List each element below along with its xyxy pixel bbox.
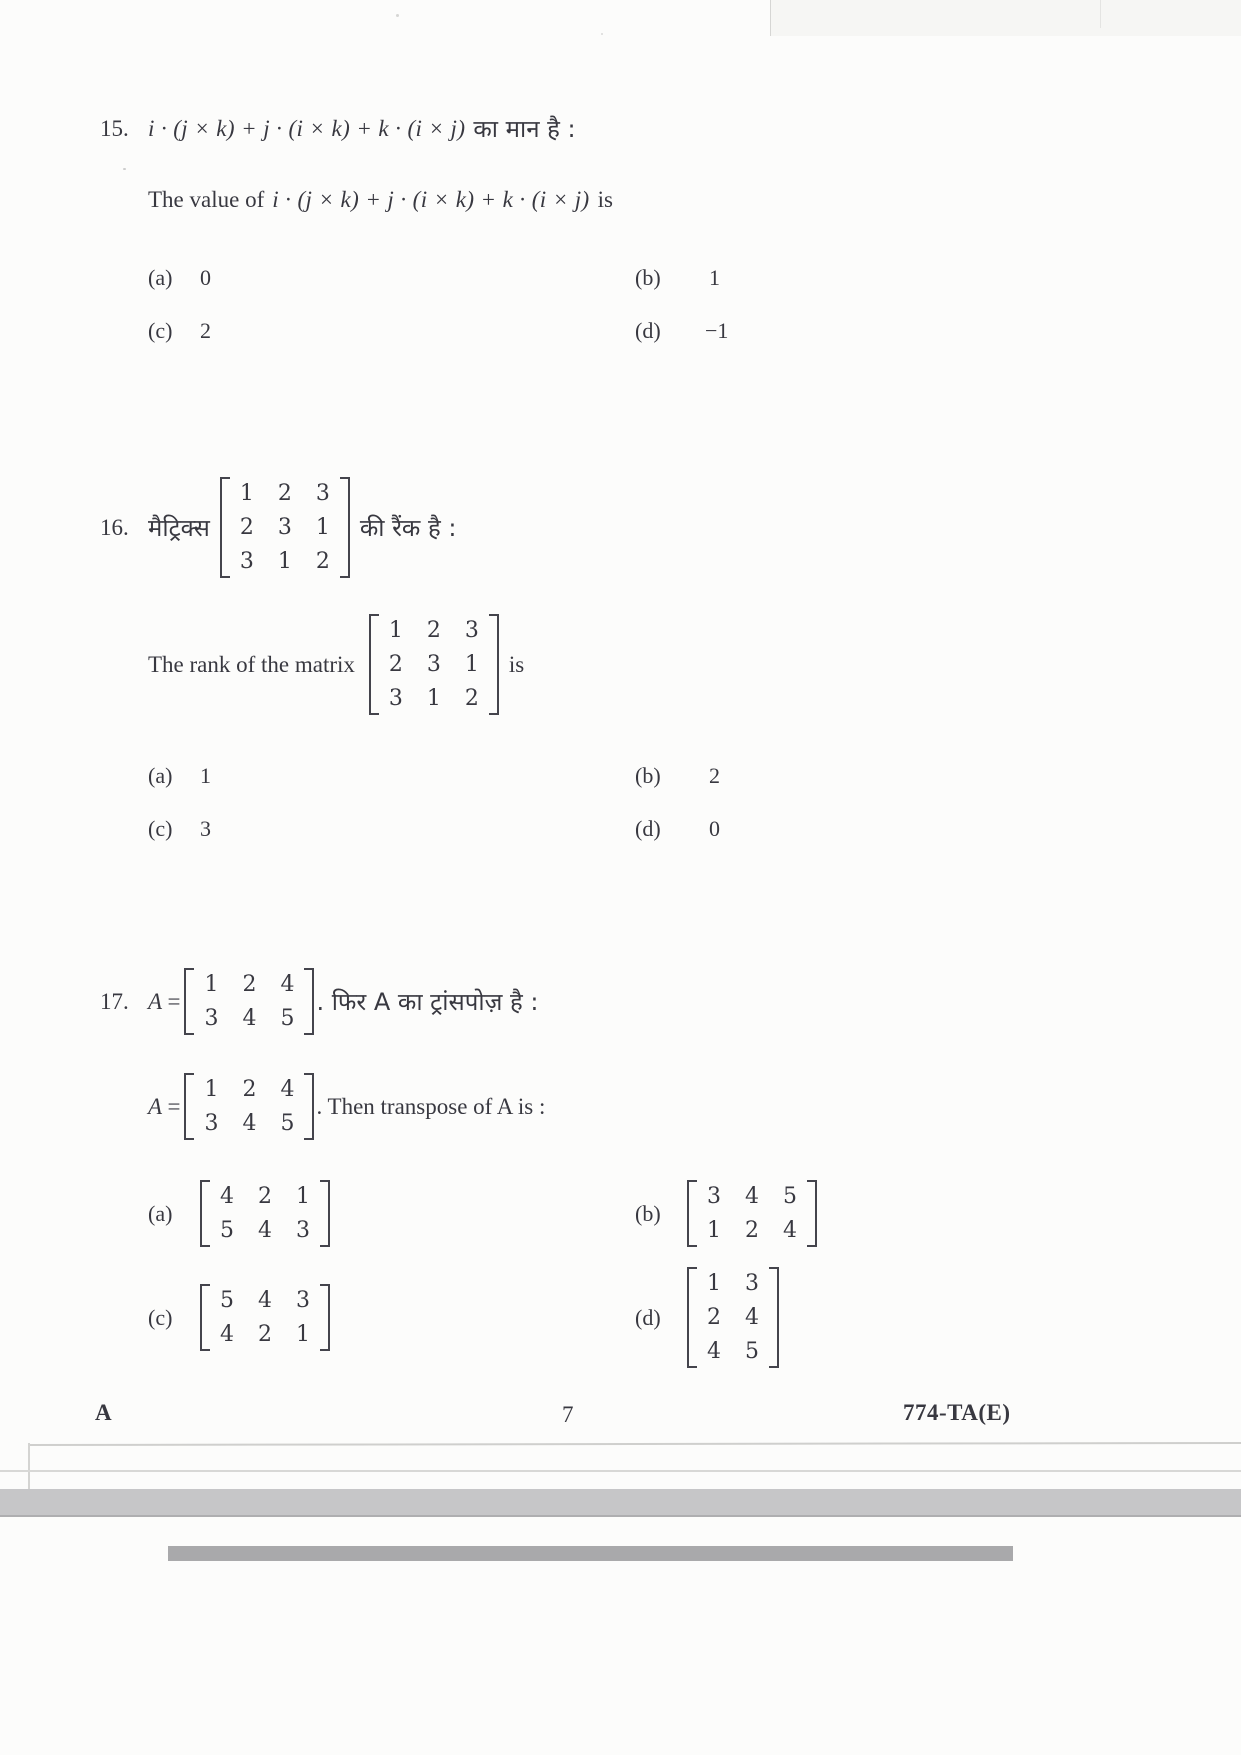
option-matrix [687,1267,779,1368]
option-value: 3 [200,816,211,841]
matrix-cell: 4 [745,1184,759,1209]
option-label: (d) [635,1304,661,1330]
matrix-cell: 2 [242,972,257,997]
matrix-cell: 1 [426,686,441,711]
english-text: . Then transpose of A is : [316,1093,546,1119]
option-label: (b) [635,265,661,290]
matrix-cell: 2 [277,481,292,506]
right-bracket [304,1073,314,1140]
option-a [148,763,635,789]
right-bracket [807,1180,817,1247]
matrix-body [230,477,340,578]
matrix-body [379,614,489,715]
hindi-text: की रैंक है : [359,514,457,542]
matrix-cell: 2 [258,1184,272,1209]
hindi-text: का मान है : [473,115,576,143]
matrix-cell: 3 [204,1111,219,1136]
hindi-text: मैट्रिक्स [148,514,210,542]
matrix-cell: 2 [745,1218,759,1243]
option-label: (b) [635,1200,661,1226]
option-b [635,763,720,789]
matrix-cell: 5 [745,1339,759,1364]
math-variable: A [148,988,163,1014]
scan-speck-2 [601,33,603,35]
matrix-cell: 3 [388,686,403,711]
question-number: 15. [100,115,129,141]
option-c [148,1284,635,1351]
question-15 [100,112,1180,344]
option-label: (d) [635,318,661,343]
option-value: 1 [709,265,720,290]
matrix-cell: 2 [258,1322,272,1347]
option-label: (b) [635,763,661,788]
left-bracket [369,614,379,715]
english-text: The rank of the matrix [148,651,355,677]
question-number: 17. [100,988,129,1014]
math-expression: i · (j × k) + j · (i × k) + k · (i × j) [148,115,466,141]
hindi-text: . फिर A का ट्रांसपोज़ है : [316,988,539,1016]
option-matrix [687,1180,817,1247]
matrix-cell: 3 [277,515,292,540]
matrix-cell: 4 [280,1077,295,1102]
english-text: is [508,651,525,677]
question-16-english-line [100,614,1180,715]
matrix-cell: 4 [220,1184,234,1209]
option-c [148,318,635,344]
matrix-cell: 1 [296,1184,310,1209]
option-value: −1 [705,318,729,343]
equals-sign: = [167,988,181,1014]
option-label: (c) [148,1304,173,1330]
matrix-cell: 5 [220,1218,234,1243]
left-bracket [200,1180,210,1247]
matrix-body [697,1267,769,1368]
matrix-cell: 1 [315,515,330,540]
option-value: 2 [709,763,720,788]
question-15-english-line [100,187,1180,213]
equals-sign: = [167,1093,181,1119]
footer-page-number: 7 [562,1402,574,1427]
matrix-cell: 2 [464,686,479,711]
options [148,265,1180,344]
matrix-cell: 3 [315,481,330,506]
matrix-cell: 1 [277,549,292,574]
option-b [635,1180,827,1247]
right-bracket [769,1267,779,1368]
matrix-cell: 3 [426,652,441,677]
matrix [184,968,314,1035]
matrix-cell: 1 [388,618,403,643]
option-label: (a) [148,265,173,290]
option-label: (c) [148,816,173,841]
left-bracket [687,1267,697,1368]
right-bracket [320,1180,330,1247]
matrix-cell: 3 [745,1271,759,1296]
left-bracket [184,1073,194,1140]
option-a [148,1180,635,1247]
matrix-cell: 4 [783,1218,797,1243]
left-bracket [220,477,230,578]
matrix-cell: 2 [388,652,403,677]
matrix [369,614,499,715]
options [148,763,1180,842]
matrix-cell: 2 [242,1077,257,1102]
english-text: is [597,187,613,212]
matrix-cell: 4 [280,972,295,997]
option-value: 1 [200,763,211,788]
right-bracket [304,968,314,1035]
left-bracket [687,1180,697,1247]
option-d [635,318,728,344]
matrix-cell: 2 [239,515,254,540]
matrix-cell: 1 [707,1271,721,1296]
footer-set-letter: A [95,1400,112,1425]
matrix-body [210,1180,320,1247]
page-edge-left [28,1443,30,1493]
left-bracket [200,1284,210,1351]
matrix-cell: 4 [242,1006,257,1031]
page-edge-line-1 [28,1442,1241,1446]
matrix-cell: 1 [707,1218,721,1243]
page-edge-top-right [770,0,1241,36]
english-text: The value of [148,187,265,212]
option-label: (c) [148,318,173,343]
option-b [635,265,728,291]
matrix-cell: 5 [280,1111,295,1136]
footer-paper-code: 774-TA(E) [903,1400,1011,1425]
matrix-cell: 3 [296,1288,310,1313]
question-16 [100,477,1180,842]
matrix-cell: 4 [242,1111,257,1136]
question-16-hindi-line [100,477,1180,578]
question-17-hindi-line [100,968,1180,1035]
matrix-cell: 2 [707,1305,721,1330]
matrix-cell: 2 [315,549,330,574]
matrix-cell: 4 [745,1305,759,1330]
matrix-cell: 3 [464,618,479,643]
question-17 [100,968,1180,1368]
right-bracket [320,1284,330,1351]
page-edge-notch [1100,0,1101,28]
math-variable: A [148,1093,163,1119]
right-bracket [340,477,350,578]
matrix-cell: 5 [280,1006,295,1031]
matrix-cell: 3 [239,549,254,574]
matrix-cell: 1 [204,972,219,997]
options [148,1180,1180,1368]
matrix-cell: 3 [204,1006,219,1031]
matrix-cell: 2 [426,618,441,643]
matrix-cell: 1 [204,1077,219,1102]
matrix-cell: 1 [464,652,479,677]
question-number: 16. [100,514,129,540]
page-stack-strip [168,1546,1013,1561]
option-label: (a) [148,1200,173,1226]
right-bracket [489,614,499,715]
matrix-cell: 1 [239,481,254,506]
option-value: 0 [709,816,720,841]
math-expression: i · (j × k) + j · (i × k) + k · (i × j) [272,187,590,212]
matrix-cell: 1 [296,1322,310,1347]
matrix [220,477,350,578]
left-bracket [184,968,194,1035]
option-matrix [200,1284,330,1351]
page-edge-line-2 [0,1470,1241,1472]
matrix-cell: 4 [258,1218,272,1243]
matrix-cell: 5 [220,1288,234,1313]
matrix-cell: 4 [258,1288,272,1313]
matrix [184,1073,314,1140]
matrix-cell: 4 [220,1322,234,1347]
matrix-cell: 5 [783,1184,797,1209]
question-17-english-line [100,1073,1180,1140]
option-value: 2 [200,318,211,343]
option-matrix [200,1180,330,1247]
option-a [148,265,635,291]
option-d [635,1267,827,1368]
option-value: 0 [200,265,211,290]
scan-speck-1 [396,14,399,17]
matrix-body [194,968,304,1035]
option-label: (a) [148,763,173,788]
matrix-body [210,1284,320,1351]
question-15-hindi-line [100,112,1180,145]
option-d [635,816,720,842]
option-c [148,816,635,842]
matrix-cell: 3 [296,1218,310,1243]
matrix-body [697,1180,807,1247]
matrix-cell: 3 [707,1184,721,1209]
matrix-body [194,1073,304,1140]
matrix-cell: 4 [707,1339,721,1364]
page-stack-band [0,1489,1241,1517]
option-label: (d) [635,816,661,841]
